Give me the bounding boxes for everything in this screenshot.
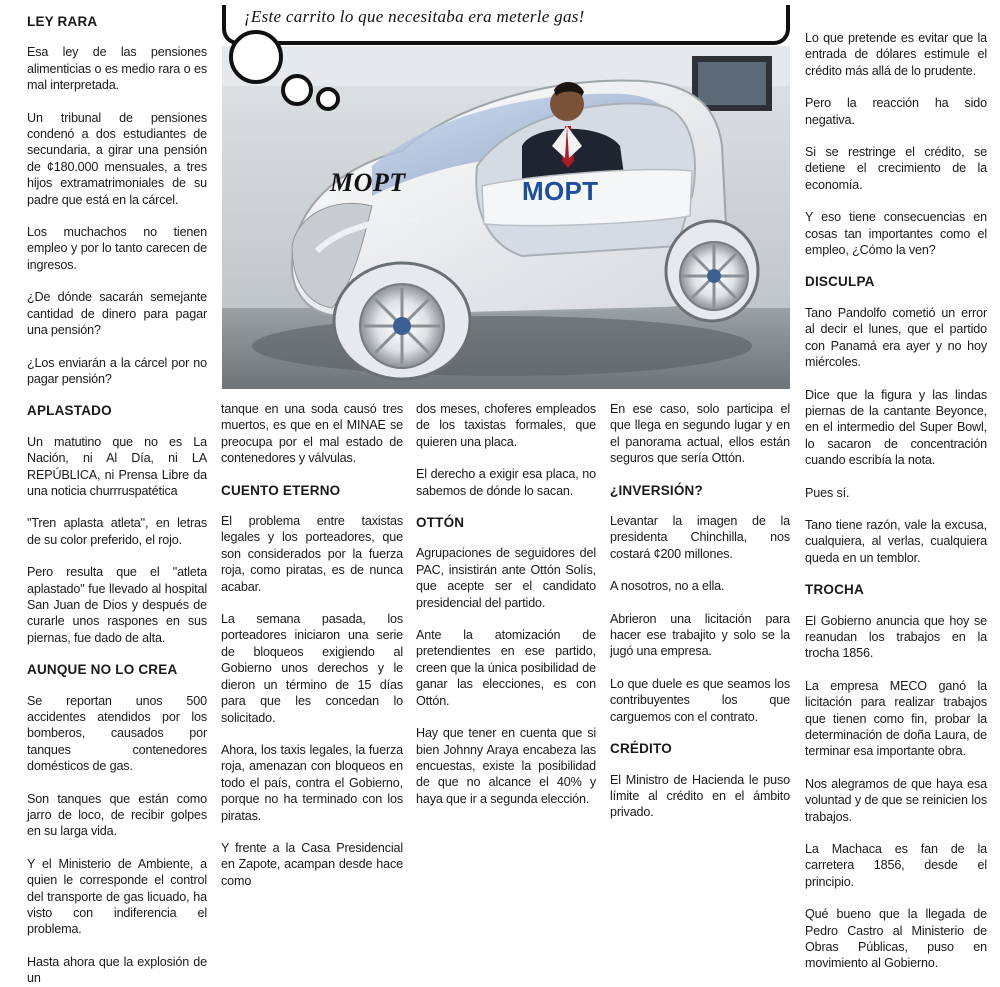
paragraph: Si se restringe el crédito, se detiene el crecimiento de la economía. <box>805 145 987 192</box>
section-heading-disculpa: DISCULPA <box>805 274 875 290</box>
paragraph: ¿De dónde sacarán semejante cantidad de dinero para pagar una pensión? <box>27 290 207 338</box>
paragraph: Son tanques que están como jarro de loco, de recibir golpes en su larga vida. <box>27 791 207 839</box>
thought-bubble-small <box>316 87 340 111</box>
paragraph: En ese caso, solo participa el que llega en segundo lugar y en el panorama actual, ellos están seguros que sería Ottón. <box>610 402 790 466</box>
paragraph: A nosotros, no a ella. <box>610 579 725 594</box>
paragraph: "Tren aplasta atleta", en letras de su color preferido, el rojo. <box>27 516 207 547</box>
paragraph: Levantar la imagen de la presidenta Chinchilla, nos costará ¢200 millones. <box>610 514 790 561</box>
section-heading-trocha: TROCHA <box>805 582 864 598</box>
paragraph: ¿Los enviarán a la cárcel por no pagar pensión? <box>27 355 207 386</box>
section-heading-aplastado: APLASTADO <box>27 403 112 419</box>
paragraph: Hay que tener en cuenta que si bien Johnny Araya encabeza las encuestas, existe la posibilidad de que no alcance el 40% y haya que ir a segunda elección. <box>416 726 596 806</box>
paragraph: Y eso tiene consecuencias en cosas tan importantes como el empleo, ¿Cómo la ven? <box>805 210 987 258</box>
speech-text: ¡Este carrito lo que necesitaba era meterle gas! <box>244 7 585 26</box>
paragraph: Un tribunal de pensiones condenó a dos estudiantes de secundaria, a girar una pensión de ¢180.000 mensuales, a tres hijos extramatrimoniales de su padre que está en la cárcel. <box>27 110 207 207</box>
paragraph: Un matutino que no es La Nación, ni Al Día, ni LA REPÚBLICA, ni Prensa Libre da una noticia churrruspatética <box>27 434 207 498</box>
speech-banner <box>222 5 790 45</box>
section-heading-inversion: ¿INVERSIÓN? <box>610 482 703 498</box>
paragraph: El Ministro de Hacienda le puso límite al crédito en el ámbito privado. <box>610 772 790 820</box>
paragraph: El problema entre taxistas legales y los porteadores, que son considerados por la fuerza roja, como piratas, es de nunca acabar. <box>221 514 403 594</box>
paragraph: Tano tiene razón, vale la excusa, cualquiera, al verlas, cualquiera queda en un temblor. <box>805 517 987 565</box>
column-2 <box>221 401 403 888</box>
paragraph: Lo que duele es que seamos los contribuyentes los que carguemos con el contrato. <box>610 676 790 724</box>
paragraph: El Gobierno anuncia que hoy se reanudan los trabajos en la trocha 1856. <box>805 613 987 661</box>
column-1 <box>27 10 207 986</box>
paragraph: Dice que la figura y las lindas piernas de la cantante Beyonce, en el intermedio del Super Bowl, lo sacaron de concentración cuando escribía la nota. <box>805 387 987 468</box>
section-heading-aunque-no-lo-crea: AUNQUE NO LO CREA <box>27 662 178 678</box>
section-heading-ley-rara: LEY RARA <box>27 14 98 29</box>
section-heading-cuento-eterno: CUENTO ETERNO <box>221 482 341 498</box>
paragraph: Agrupaciones de seguidores del PAC, insistirán ante Ottón Solís, que acepte ser el candidato presidencial del partido. <box>416 546 596 610</box>
paragraph: La semana pasada, los porteadores iniciaron una serie de bloqueos exigiendo al Gobierno unos derechos y le dieron un término de 15 días para que les concedan lo solicitado. <box>221 612 403 725</box>
paragraph: Los muchachos no tienen empleo y por lo tanto carecen de ingresos. <box>27 225 207 272</box>
paragraph: Lo que pretende es evitar que la entrada de dólares estimule el crédito más allá de lo prudente. <box>805 31 987 78</box>
paragraph: La empresa MECO ganó la licitación para realizar trabajos que tienen como fin, probar la determinación de doña Laura, de terminar esa importante obra. <box>805 678 987 759</box>
paragraph: Ante la atomización de pretendientes en ese partido, creen que la única posibilidad de ganar las elecciones, es con Ottón. <box>416 628 596 708</box>
paragraph: Pues sí. <box>805 485 850 500</box>
mopt-label-door: MOPT <box>522 176 599 206</box>
paragraph: dos meses, choferes empleados de los taxistas formales, que quieren una placa. <box>416 402 596 449</box>
paragraph: Y el Ministerio de Ambiente, a quien le corresponde el control del transporte de gas licuado, ha visto con indiferencia el problema. <box>27 856 207 937</box>
mopt-label-front: MOPT <box>330 168 406 197</box>
section-heading-credito: CRÉDITO <box>610 741 672 757</box>
paragraph: Nos alegramos de que haya esa voluntad y de que se reinicien los trabajos. <box>805 776 987 824</box>
paragraph: La Machaca es fan de la carretera 1856, desde el principio. <box>805 842 987 889</box>
paragraph: Hasta ahora que la explosión de un <box>27 954 207 986</box>
column-4 <box>610 401 790 820</box>
column-5 <box>805 30 987 971</box>
column-3 <box>416 401 596 806</box>
section-heading-otton: OTTÓN <box>416 515 465 531</box>
paragraph: Se reportan unos 500 accidentes atendidos por los bomberos, causados por tanques contenedores domésticos de gas. <box>27 693 207 774</box>
thought-bubble-large <box>229 30 283 84</box>
paragraph: Pero resulta que el "atleta aplastado" fue llevado al hospital San Juan de Dios y después de curarle unos raspones en sus piernas, fue dado de alta. <box>27 565 207 645</box>
paragraph: Y frente a la Casa Presidencial en Zapote, acampan desde hace como <box>221 840 403 888</box>
paragraph: Esa ley de las pensiones alimenticias o es medio rara o es mal interpretada. <box>27 45 207 93</box>
paragraph: Ahora, los taxis legales, la fuerza roja, amenazan con bloqueos en todo el país, contra el Gobierno, porque no ha terminado con los piratas. <box>221 742 403 823</box>
paragraph: Pero la reacción ha sido negativa. <box>805 96 987 127</box>
paragraph: Abrieron una licitación para hacer ese trabajito y solo se la jugó una empresa. <box>610 611 790 659</box>
paragraph: Tano Pandolfo cometió un error al decir el lunes, que el partido con Panamá era ayer y no hoy miércoles. <box>805 305 987 370</box>
paragraph: tanque en una soda causó tres muertos, es que en el MINAE se preocupa por el mal estado de contenedores y válvulas. <box>221 402 403 466</box>
thought-bubble-medium <box>281 74 313 106</box>
paragraph: El derecho a exigir esa placa, no sabemos de dónde lo sacan. <box>416 467 596 498</box>
paragraph: Qué bueno que la llegada de Pedro Castro al Ministerio de Obras Públicas, puso en movimiento al Gobierno. <box>805 907 987 971</box>
